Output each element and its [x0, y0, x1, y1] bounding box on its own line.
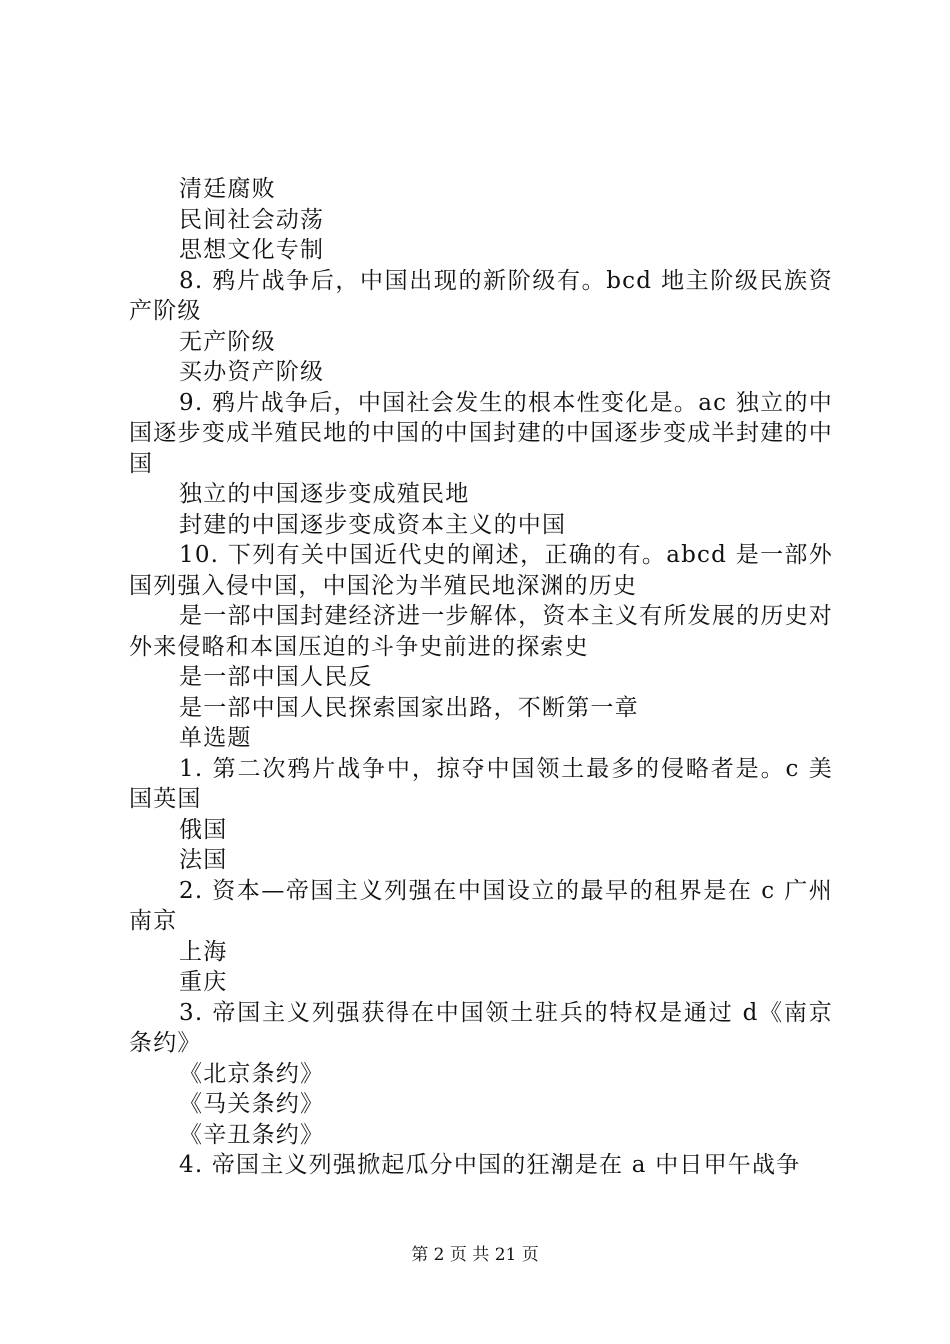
paragraph: 《辛丑条约》	[179, 1121, 325, 1148]
paragraph: 重庆	[179, 969, 228, 995]
paragraph: 是一部中国人民探索国家出路，不断第一章	[179, 694, 639, 721]
paragraph: 是一部中国人民反	[179, 664, 373, 690]
paragraph: 上海	[179, 938, 228, 965]
paragraph: 无产阶级	[179, 328, 276, 355]
question-paragraph: 10. 下列有关中国近代史的阐述，正确的有。abcd 是一部外国列强入侵中国，中国沦为半殖民地深渊的历史	[129, 542, 833, 599]
question-paragraph: 4. 帝国主义列强掀起瓜分中国的狂潮是在 a 中日甲午战争	[179, 1152, 801, 1178]
section-heading: 单选题	[179, 725, 252, 751]
document-body	[129, 174, 833, 1181]
page-number-footer: 第 2 页 共 21 页	[411, 1245, 539, 1265]
question-paragraph: 3. 帝国主义列强获得在中国领土驻兵的特权是通过 d《南京条约》	[129, 999, 833, 1056]
question-paragraph: 1. 第二次鸦片战争中，掠夺中国领土最多的侵略者是。c 美国英国	[129, 755, 833, 812]
question-paragraph: 9. 鸦片战争后，中国社会发生的根本性变化是。ac 独立的中国逐步变成半殖民地的中国的中国封建的中国逐步变成半封建的中国	[129, 389, 833, 477]
question-paragraph: 8. 鸦片战争后，中国出现的新阶级有。bcd 地主阶级民族资产阶级	[129, 267, 833, 324]
paragraph: 《北京条约》	[179, 1060, 325, 1087]
paragraph: 是一部中国封建经济进一步解体，资本主义有所发展的历史对外来侵略和本国压迫的斗争史前进的探索史	[129, 603, 833, 660]
paragraph: 《马关条约》	[179, 1091, 325, 1117]
paragraph: 独立的中国逐步变成殖民地	[179, 481, 470, 507]
paragraph: 民间社会动荡	[179, 206, 325, 233]
paragraph: 法国	[179, 847, 228, 873]
paragraph: 清廷腐败	[179, 176, 276, 202]
paragraph: 思想文化专制	[179, 237, 325, 263]
paragraph: 买办资产阶级	[179, 359, 325, 385]
paragraph: 俄国	[179, 816, 228, 843]
question-paragraph: 2. 资本—帝国主义列强在中国设立的最早的租界是在 c 广州南京	[129, 877, 833, 934]
paragraph: 封建的中国逐步变成资本主义的中国	[179, 511, 567, 538]
